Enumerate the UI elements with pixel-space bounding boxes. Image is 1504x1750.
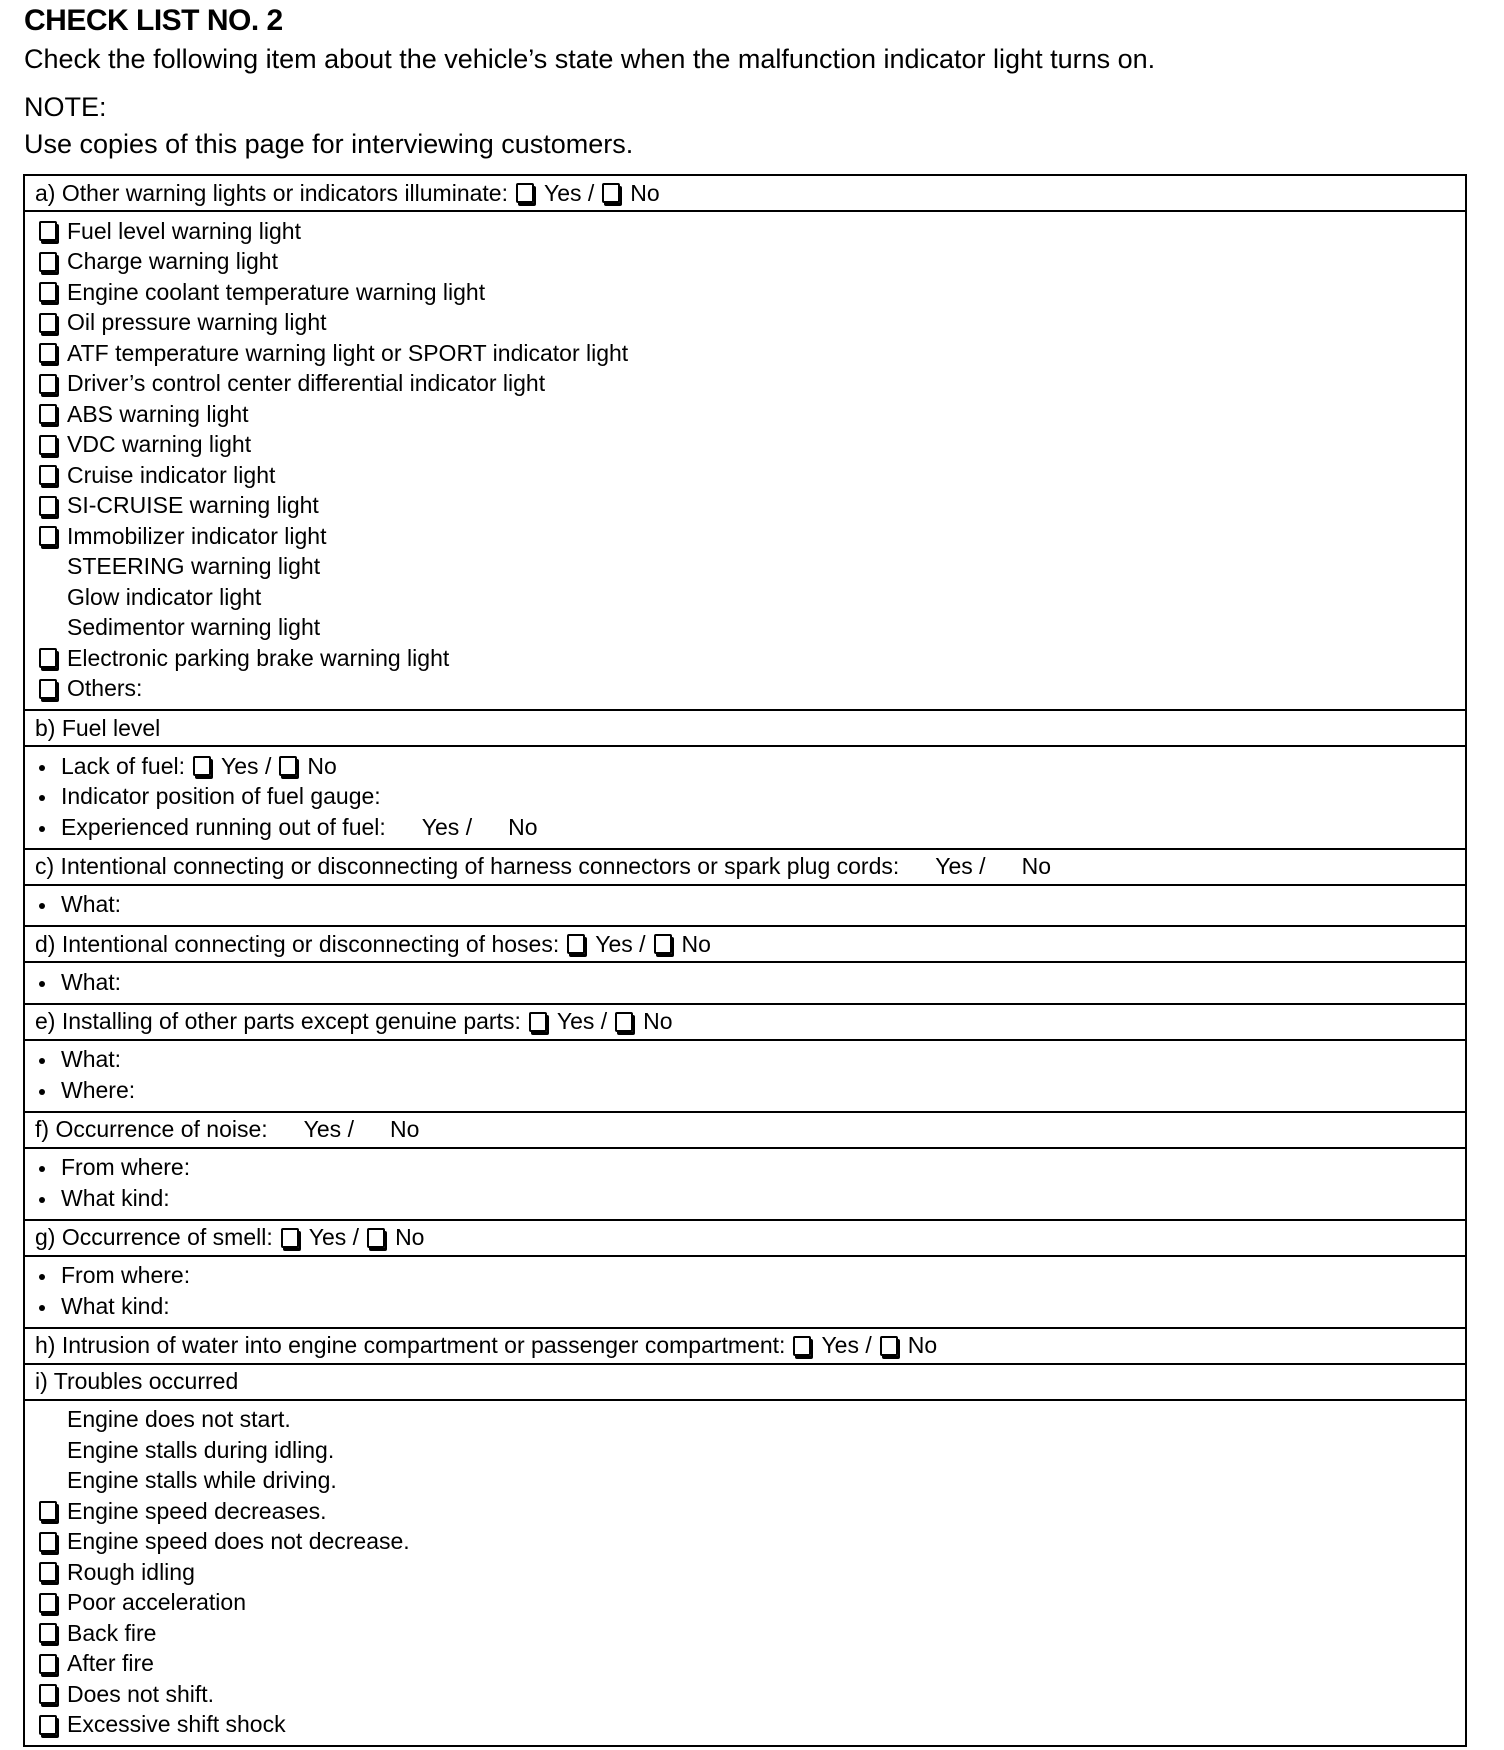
item-checkbox[interactable] xyxy=(39,313,57,333)
list-item xyxy=(37,1557,1465,1588)
no-label: No xyxy=(508,813,538,840)
no-checkbox[interactable] xyxy=(880,1336,898,1356)
item-label: Lack of fuel: xyxy=(61,752,186,779)
yes-label: Yes / xyxy=(421,813,473,840)
item-label: ATF temperature warning light or SPORT indicator light xyxy=(67,339,629,366)
item-label: Charge warning light xyxy=(67,248,278,275)
item-checkbox[interactable] xyxy=(39,1715,57,1735)
list-item xyxy=(37,308,1465,339)
item-label: Oil pressure warning light xyxy=(67,309,327,336)
section-title: e) Installing of other parts except genuine parts: xyxy=(35,1008,521,1034)
item-checkbox[interactable] xyxy=(39,343,57,363)
section-title: h) Intrusion of water into engine compartment or passenger compartment: xyxy=(35,1332,786,1358)
no-label: No xyxy=(681,930,711,957)
item-label: Poor acceleration xyxy=(67,1589,246,1616)
item-label: Others: xyxy=(67,675,143,702)
item-label: Electronic parking brake warning light xyxy=(67,644,450,671)
no-label: No xyxy=(907,1332,938,1358)
checklist-table xyxy=(23,174,1467,1747)
note-text: Use copies of this page for interviewing customers. xyxy=(24,129,634,159)
list-item xyxy=(37,1527,1465,1558)
bullet-icon xyxy=(37,1185,61,1212)
item-label: Where: xyxy=(61,1076,136,1103)
no-checkbox[interactable] xyxy=(615,1012,633,1032)
section-body xyxy=(25,747,1465,850)
section-body xyxy=(25,1149,1465,1221)
list-item xyxy=(37,674,1465,705)
list-item xyxy=(37,1496,1465,1527)
list-item xyxy=(37,216,1465,247)
list-item xyxy=(37,1183,1465,1214)
section-title: c) Intentional connecting or disconnecting of harness connectors or spark plug cords: xyxy=(35,853,900,879)
no-label: No xyxy=(307,752,337,779)
section-title: a) Other warning lights or indicators illuminate: xyxy=(35,179,508,206)
section-body xyxy=(25,1041,1465,1113)
item-checkbox[interactable] xyxy=(39,1623,57,1643)
item-label: What: xyxy=(61,891,122,918)
item-checkbox[interactable] xyxy=(39,1654,57,1674)
item-label: Excessive shift shock xyxy=(67,1711,286,1738)
yes-label: Yes / xyxy=(221,752,272,779)
item-label: SI-CRUISE warning light xyxy=(67,492,319,519)
list-item xyxy=(37,369,1465,400)
bullet-icon xyxy=(37,1046,61,1073)
yes-no-group xyxy=(899,853,1051,880)
list-item xyxy=(37,1435,1465,1466)
section-header xyxy=(25,1113,1465,1149)
bullet-icon xyxy=(37,814,61,841)
list-item xyxy=(37,247,1465,278)
list-item xyxy=(37,1679,1465,1710)
section-title: f) Occurrence of noise: xyxy=(35,1116,268,1142)
section-header xyxy=(25,1365,1465,1401)
yes-no-group xyxy=(268,1116,420,1143)
list-item xyxy=(37,1618,1465,1649)
list-item xyxy=(37,399,1465,430)
list-item xyxy=(37,812,1465,843)
yes-label: Yes / xyxy=(308,1224,360,1250)
list-item xyxy=(37,1075,1465,1106)
no-label: No xyxy=(643,1008,673,1034)
yes-no-group xyxy=(785,1332,937,1359)
no-checkbox[interactable] xyxy=(279,756,297,776)
list-item xyxy=(37,582,1465,613)
section-header xyxy=(25,850,1465,886)
yes-checkbox[interactable] xyxy=(567,934,585,954)
item-checkbox[interactable] xyxy=(39,435,57,455)
list-item xyxy=(37,751,1465,782)
no-label: No xyxy=(1021,853,1051,879)
yes-no-group xyxy=(273,1224,425,1251)
item-checkbox[interactable] xyxy=(39,496,57,516)
bullet-icon xyxy=(37,1262,61,1289)
list-item xyxy=(37,1649,1465,1680)
yes-label: Yes / xyxy=(821,1332,872,1358)
bullet-icon xyxy=(37,753,61,780)
item-checkbox[interactable] xyxy=(39,1593,57,1613)
yes-no-group xyxy=(386,814,538,841)
list-item xyxy=(37,338,1465,369)
item-label: Experienced running out of fuel: xyxy=(61,813,386,840)
section-title: i) Troubles occurred xyxy=(35,1368,239,1394)
yes-checkbox[interactable] xyxy=(193,756,211,776)
item-label: From where: xyxy=(61,1262,191,1289)
list-item xyxy=(37,430,1465,461)
list-item xyxy=(37,521,1465,552)
item-checkbox[interactable] xyxy=(39,282,57,302)
list-item xyxy=(37,1291,1465,1322)
item-label: Engine stalls during idling. xyxy=(67,1436,335,1463)
section-title: g) Occurrence of smell: xyxy=(35,1224,273,1250)
item-checkbox[interactable] xyxy=(39,648,57,668)
item-label: Back fire xyxy=(67,1619,157,1646)
item-label: Engine stalls while driving. xyxy=(67,1467,337,1494)
list-item xyxy=(37,1710,1465,1741)
section-body xyxy=(25,1401,1465,1746)
item-label: Engine does not start. xyxy=(67,1406,291,1433)
yes-no-group xyxy=(559,931,711,958)
item-label: Engine speed decreases. xyxy=(67,1497,327,1524)
yes-checkbox[interactable] xyxy=(281,1228,299,1248)
list-item xyxy=(37,277,1465,308)
yes-label: Yes / xyxy=(303,1116,354,1142)
section-title: b) Fuel level xyxy=(35,714,161,741)
section-body xyxy=(25,886,1465,928)
item-label: After fire xyxy=(67,1650,154,1677)
section-title: d) Intentional connecting or disconnecting of hoses: xyxy=(35,930,560,957)
yes-checkbox[interactable] xyxy=(793,1336,811,1356)
list-item xyxy=(37,460,1465,491)
list-item xyxy=(37,491,1465,522)
bullet-icon xyxy=(37,1293,61,1320)
item-label: From where: xyxy=(61,1154,191,1181)
item-label: Does not shift. xyxy=(67,1680,215,1707)
section-header xyxy=(25,927,1465,963)
item-label: What: xyxy=(61,1046,122,1073)
list-item xyxy=(37,890,1465,921)
section-body xyxy=(25,1257,1465,1329)
no-label: No xyxy=(389,1116,420,1142)
item-label: Sedimentor warning light xyxy=(67,614,321,641)
bullet-icon xyxy=(37,969,61,996)
yes-no-group xyxy=(508,180,660,207)
item-label: Immobilizer indicator light xyxy=(67,522,327,549)
item-label: VDC warning light xyxy=(67,431,252,458)
list-item xyxy=(37,1405,1465,1436)
bullet-icon xyxy=(37,891,61,918)
section-header xyxy=(25,1329,1465,1365)
item-label: STEERING warning light xyxy=(67,553,321,580)
item-checkbox[interactable] xyxy=(39,465,57,485)
item-label: Fuel level warning light xyxy=(67,217,301,244)
yes-label: Yes / xyxy=(543,179,595,206)
page-title: CHECK LIST NO. 2 xyxy=(24,4,283,37)
section-header xyxy=(25,711,1465,747)
item-checkbox[interactable] xyxy=(39,1562,57,1582)
list-item xyxy=(37,643,1465,674)
item-label: Engine coolant temperature warning light xyxy=(67,278,486,305)
item-checkbox[interactable] xyxy=(39,252,57,272)
yes-label: Yes / xyxy=(556,1008,608,1034)
list-item xyxy=(37,1153,1465,1184)
section-body xyxy=(25,212,1465,711)
list-item xyxy=(37,967,1465,998)
list-item xyxy=(37,1588,1465,1619)
item-checkbox[interactable] xyxy=(39,526,57,546)
item-checkbox[interactable] xyxy=(39,1684,57,1704)
list-item xyxy=(37,613,1465,644)
item-label: ABS warning light xyxy=(67,400,249,427)
item-checkbox[interactable] xyxy=(39,404,57,424)
list-item xyxy=(37,552,1465,583)
item-label: What: xyxy=(61,968,122,995)
item-label: Cruise indicator light xyxy=(67,461,276,488)
bullet-icon xyxy=(37,1077,61,1104)
yes-no-group xyxy=(521,1008,673,1035)
item-checkbox[interactable] xyxy=(39,221,57,241)
item-checkbox[interactable] xyxy=(39,1532,57,1552)
section-header xyxy=(25,176,1465,212)
no-label: No xyxy=(395,1224,425,1250)
list-item xyxy=(37,782,1465,813)
item-label: Glow indicator light xyxy=(67,583,262,610)
no-label: No xyxy=(630,179,660,206)
bullet-icon xyxy=(37,1154,61,1181)
section-header xyxy=(25,1005,1465,1041)
yes-no-group xyxy=(185,753,337,780)
item-label: What kind: xyxy=(61,1292,170,1319)
item-label: What kind: xyxy=(61,1184,170,1211)
no-checkbox[interactable] xyxy=(654,934,672,954)
item-label: Indicator position of fuel gauge: xyxy=(61,783,381,810)
no-checkbox[interactable] xyxy=(367,1228,385,1248)
section-header xyxy=(25,1221,1465,1257)
list-item xyxy=(37,1261,1465,1292)
yes-label: Yes / xyxy=(595,930,646,957)
item-label: Driver’s control center differential indicator light xyxy=(67,370,546,397)
item-label: Rough idling xyxy=(67,1558,195,1585)
note-label: NOTE: xyxy=(24,92,107,122)
intro-text: Check the following item about the vehicle’s state when the malfunction indicator light turns on. xyxy=(24,44,1156,74)
item-checkbox[interactable] xyxy=(39,1501,57,1521)
item-label: Engine speed does not decrease. xyxy=(67,1528,410,1555)
item-checkbox[interactable] xyxy=(39,374,57,394)
item-checkbox[interactable] xyxy=(39,679,57,699)
list-item xyxy=(37,1466,1465,1497)
section-body xyxy=(25,963,1465,1005)
no-checkbox[interactable] xyxy=(602,183,620,203)
list-item xyxy=(37,1045,1465,1076)
yes-label: Yes / xyxy=(935,853,986,879)
yes-checkbox[interactable] xyxy=(516,183,534,203)
yes-checkbox[interactable] xyxy=(529,1012,547,1032)
bullet-icon xyxy=(37,783,61,810)
